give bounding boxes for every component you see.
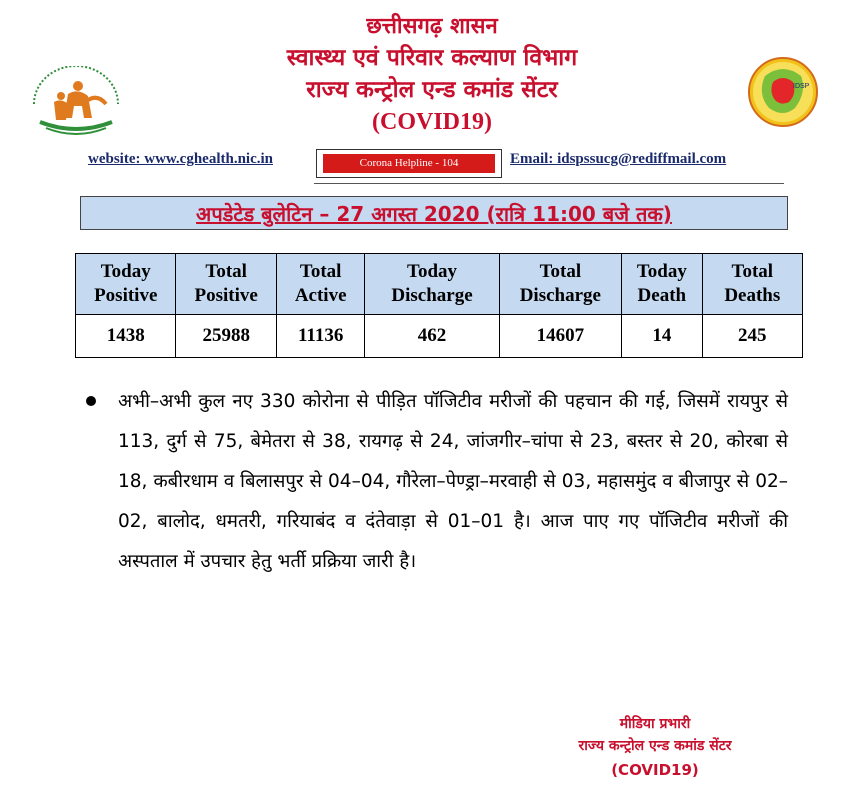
center-title: राज्य कन्ट्रोल एन्ड कमांड सेंटर (306, 77, 558, 103)
bullet-icon (86, 396, 96, 406)
value-today-positive: 1438 (76, 315, 176, 358)
header-today-discharge: Today Discharge (365, 254, 499, 315)
signature-covid: (COVID19) (611, 761, 699, 779)
header-total-deaths: Total Deaths (702, 254, 802, 315)
header-today-positive: Today Positive (76, 254, 176, 315)
covid-stats-table (75, 253, 803, 358)
government-title: छत्तीसगढ़ शासन (366, 14, 498, 39)
value-today-discharge: 462 (365, 315, 499, 358)
value-today-death: 14 (622, 315, 703, 358)
health-department-logo (26, 66, 126, 138)
header-total-positive: Total Positive (176, 254, 276, 315)
header-total-active: Total Active (276, 254, 364, 315)
bulletin-paragraph: अभी–अभी कुल नए 330 कोरोना से पीड़ित पॉजिटीव मरीजों की पहचान की गई, जिसमें रायपुर से 113, दुर्ग से 75, बेमेतरा से 38, रायगढ़ से 24, जांजगीर–चांपा से 23, बस्तर से 20, कोरबा से 18, कबीरधाम व बिलासपुर से 04–04, गौरेला–पेण्ड्रा–मरवाही से 03, महासमुंद व बीजापुर से 02–02, बालोद, धमतरी, गरियाबंद व दंतेवाड़ा से 01–01 है। आज पाए गए पॉजिटीव मरीजों की अस्पताल में उपचार हेतु भर्ती प्रक्रिया जारी है। (118, 391, 788, 572)
table-header-row (76, 254, 803, 315)
website-link[interactable]: website: www.cghealth.nic.in (88, 151, 273, 167)
signature-role: मीडिया प्रभारी (619, 716, 691, 732)
signature-block (540, 714, 770, 782)
value-total-discharge: 14607 (499, 315, 621, 358)
contact-row (0, 150, 864, 180)
divider (314, 183, 784, 184)
idsp-logo-text: IDSP (793, 83, 810, 90)
bulletin-title: अपडेटेड बुलेटिन – 27 अगस्त 2020 (रात्रि 11:00 बजे तक) (196, 202, 672, 226)
header-today-death: Today Death (622, 254, 703, 315)
value-total-active: 11136 (276, 315, 364, 358)
department-title: स्वास्थ्य एवं परिवार कल्याण विभाग (286, 45, 578, 71)
table-row (76, 315, 803, 358)
idsp-logo (735, 52, 831, 130)
signature-center: राज्य कन्ट्रोल एन्ड कमांड सेंटर (578, 738, 732, 754)
header-total-discharge: Total Discharge (499, 254, 621, 315)
covid-title: (COVID19) (372, 109, 492, 135)
email-link[interactable]: Email: idspssucg@rediffmail.com (510, 151, 727, 167)
bulletin-banner (80, 196, 788, 230)
value-total-positive: 25988 (176, 315, 276, 358)
helpline-box (316, 149, 502, 178)
helpline-badge: Corona Helpline - 104 (323, 154, 495, 173)
value-total-deaths: 245 (702, 315, 802, 358)
